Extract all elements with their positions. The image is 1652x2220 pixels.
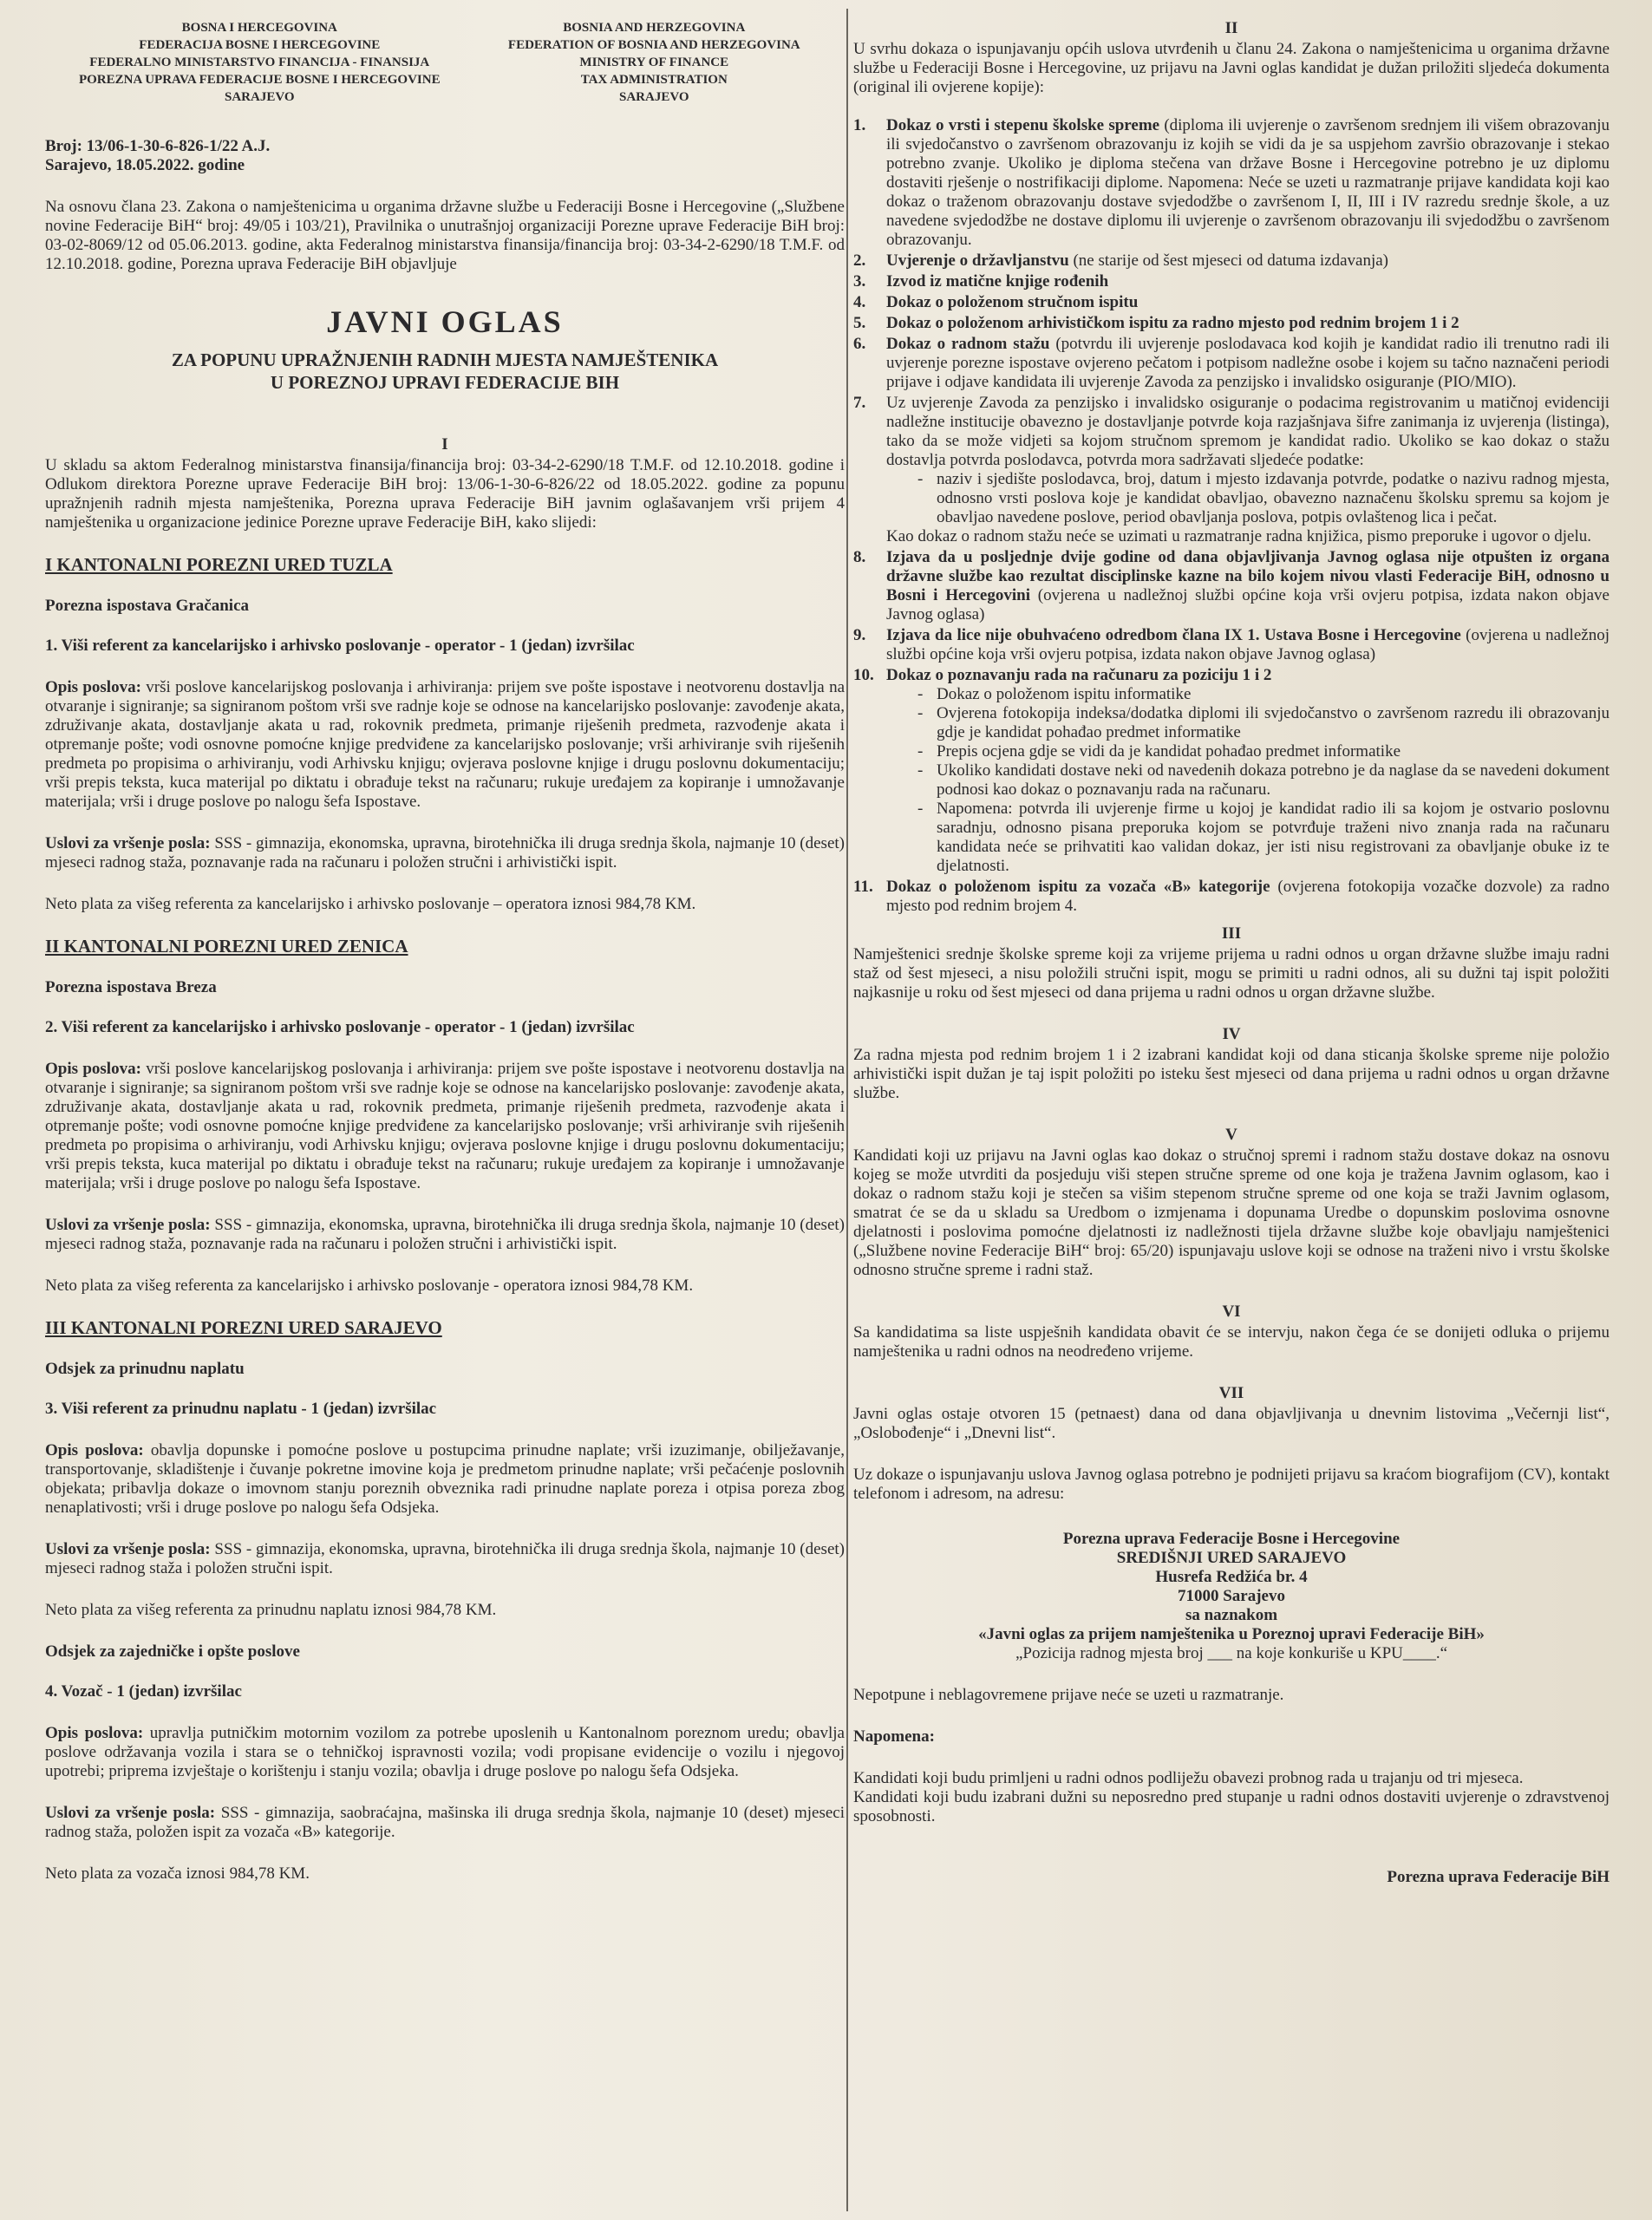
unit-heading: Odsjek za prinudnu naplatu: [45, 1360, 245, 1378]
list-item: 1. Dokaz o vrsti i stepenu školske spreme (diploma ili uvjerenje o završenom srednjem ili višem obrazovanju ili svjedočanstvo o završenom obrazovanju iz kojih se vidi da je sa uspjehom završio obrazovanje i stekao potrebno zvanje. Ukoliko je diploma stečena van države Bosne i Hercegovine potrebno je uz diplomu dostaviti rješenje o nostrifikaciji diplome. Napomena: Neće se uzeti u razmatranje prijave kandidata koji kao dokaz o traženom obrazovanju dostave svjedodžbe o završenom I, II, III i IV razredu srednje škole, a uz navedene svjedodžbe ne dostave diplomu ili uvjerenje o završenom obrazovanju ili svjedodžbu o završenom obrazovanju.: [853, 116, 1610, 249]
item-note: Kao dokaz o radnom stažu neće se uzimati u razmatranje radna knjižica, pismo preporuke i ugovor o djelu.: [886, 527, 1592, 545]
office-heading-zenica: II KANTONALNI POREZNI URED ZENICA: [45, 936, 408, 957]
section-5-text: Kandidati koji uz prijavu na Javni oglas kao dokaz o stručnoj spremi i radnom stažu dostave dokaz na osnovu kojeg se može utvrditi da posjeduju viši stepen stručne spreme od one koja je tražena Javnim oglasom, kao i dokaz o radnom stažu koji je stečen sa višim stepenom stručne spreme od one koja se traži Javnim oglasom, smatrat će se da u skladu sa Uredbom o izmjenama i dopunama Uredbe o dopunskim poslovima osnovne djelatnosti i poslovima pomoćne djelatnosti iz nadležnosti tijela državne službe koje obavljaju namještenici („Službene novine Federacije BiH“ broj: 65/20) ispunjavaju uslove koji se odnose na traženi nivo i vrstu školske odnosno stručne spreme i radni staž.: [853, 1146, 1610, 1279]
unit-heading: Porezna ispostava Gračanica: [45, 597, 250, 615]
letterhead: [45, 19, 834, 106]
sub-list-item: - Prepis ocjena gdje se vidi da je kandidat pohađao predmet informatike: [917, 742, 1610, 761]
publication-period: Javni oglas ostaje otvoren 15 (petnaest) dana od dana objavljivanja u dnevnim listovima „Večernji list“, „Oslobođenje“ i „Dnevni list“.: [853, 1405, 1610, 1442]
section-numeral: VII: [1218, 1384, 1244, 1402]
list-item: 8. Izjava da u posljednje dvije godine od dana objavljivanja Javnog oglasa nije otpušten iz organa državne službe kao rezultat disciplinske kazne na bilo kojem nivou vlasti Federacije BiH, odnosno u Bosni i Hercegovini (ovjerena u nadležnoj službi općine koja vrši ovjeru potpisa, izdata nakon objave Javnog oglasa): [853, 548, 1610, 624]
page-subtitle: ZA POPUNU UPRAŽNJENIH RADNIH MJESTA NAMJEŠTENIKA U POREZNOJ UPRAVI FEDERACIJE BIH: [171, 349, 719, 393]
section-numeral: III: [1221, 924, 1242, 943]
job-description: Opis poslova: vrši poslove kancelarijskog poslovanja i arhiviranja: prijem sve pošte ispostave i neotvorenu dostavlja na otvaranje i signiranje; sa signiranom poštom vrši sve radnje koje se odnose na kancelarijsko poslovanje: zavođenje akata, združivanje akata, dostavljanje akata u rad, rokovnik predmeta, primanje riješenih predmeta, razvođenje akata i otpremanje pošte; vodi osnovne pomoćne knjige predviđene za kancelarijsko poslovanje; vrši arhiviranje svih riješenih predmeta po propisima o arhiviranju, vodi Arhivsku knjigu; ovjerava poslovne knjige i drugu poslovnu dokumentaciju; vrši prepis teksta, kuca materijal po diktatu i obrađuje tekst na računaru; rukuje uređajem za kopiranje i umnožavanje materijala; vrši i druge poslove po nalogu šefa Ispostave.: [45, 678, 845, 811]
sub-list-item: - Ovjerena fotokopija indeksa/dodatka diplomi ili svjedočanstvo o završenom razredu ili obrazovanju gdje je kandidat pohađao predmet informatike: [917, 704, 1610, 742]
unit-heading: Porezna ispostava Breza: [45, 978, 217, 996]
list-item: 4. Dokaz o položenom stručnom ispitu: [853, 293, 1139, 311]
column-divider: [846, 9, 848, 2211]
application-instructions: Uz dokaze o ispunjavanju uslova Javnog oglasa potrebno je podnijeti prijavu sa kraćom biografijom (CV), kontakt telefonom i adresom, na adresu:: [853, 1466, 1610, 1503]
job-description: Opis poslova: obavlja dopunske i pomoćne poslove u postupcima prinudne naplate; vrši izuzimanje, obilježavanje, transportovanje, skladištenje i čuvanje pokretne imovine koja je predmetom prinudne naplate; vrši pečaćenje poslovnih objekata; pribavlja dokaze o imovnom stanju poreznih obveznika radi prinudne naplate poreza i otpisa poreza zbog nenaplativosti; vrši i druge poslove po nalogu šefa Odsjeka.: [45, 1441, 845, 1517]
list-item: 6. Dokaz o radnom stažu (potvrdu ili uvjerenje poslodavaca kod kojih je kandidat radio ili trenutno radi ili uvjerenje porezne ispostave ovjereno pečatom i potpisom nadležne osobe i kojem su tačno naznačeni periodi prijave i odjave kandidata ili uvjerenje Zavoda za penzijsko i invalidsko osiguranje (PIO/MIO).: [853, 335, 1610, 391]
section-numeral: II: [1224, 19, 1238, 37]
letterhead-local: BOSNA I HERCEGOVINA FEDERACIJA BOSNE I HERCEGOVINE FEDERALNO MINISTARSTVO FINANCIJA - FINANSIJA POREZNA UPRAVA FEDERACIJE BOSNE I HERCEGOVINE SARAJEVO: [78, 21, 441, 104]
reference-date: Sarajevo, 18.05.2022. godine: [45, 156, 245, 174]
net-salary: Neto plata za vozača iznosi 984,78 KM.: [45, 1864, 310, 1883]
section-numeral: I: [441, 435, 448, 454]
intro-paragraph: Na osnovu člana 23. Zakona o namještenicima u organima državne službe u Federaciji Bosne i Hercegovine („Službene novine Federacije BiH“ broj: 49/05 i 103/21), Pravilnika o unutrašnjoj organizaciji Porezne uprave Federacije BiH broj: 03-02-8069/12 od 05.06.2013. godine, akta Federalnog ministarstva finansija/financija broj: 03-34-2-6290/18 T.M.F. od 12.10.2018. godine, Porezna uprava Federacije BiH objavljuje: [45, 198, 845, 273]
sub-list-item: - naziv i sjedište poslodavca, broj, datum i mjesto izdavanja potvrde, podatke o nazivu radnog mjesta, odnosno vrsti poslova koje je kandidat obavljao, obavezno naznačenu školsku spremu sa kojom je obavljao navedene poslove, period obavljanja poslova, potpis ovlaštenog lica i pečat.: [917, 470, 1610, 527]
left-column: [45, 19, 845, 1906]
required-documents-list: [853, 116, 1610, 916]
net-salary: Neto plata za višeg referenta za kancelarijsko i arhivsko poslovanje – operatora iznosi 984,78 KM.: [45, 895, 696, 913]
position-heading: 1. Viši referent za kancelarijsko i arhivsko poslovanje - operator - 1 (jedan) izvršilac: [45, 637, 635, 655]
job-description: Opis poslova: vrši poslove kancelarijskog poslovanja i arhiviranja: prijem sve pošte ispostave i neotvorenu dostavlja na otvaranje i signiranje; sa signiranom poštom vrši sve radnje koje se odnose na kancelarijsko poslovanje: zavođenje akata, združivanje akata, dostavljanje akata u rad, rokovnik predmeta, primanje riješenih predmeta, razvođenje akata i otpremanje pošte; vodi osnovne pomoćne knjige predviđene za kancelarijsko poslovanje; vrši arhiviranje svih riješenih predmeta po propisima o arhiviranju, vodi Arhivsku knjigu; ovjerava poslovne knjige i drugu poslovnu dokumentaciju; vrši prepis teksta, kuca materijal po diktatu i obrađuje tekst na računaru; rukuje uređajem za kopiranje i umnožavanje materijala; vrši i druge poslove po nalogu šefa Ispostave.: [45, 1060, 845, 1192]
list-item: 9. Izjava da lice nije obuhvaćeno odredbom člana IX 1. Ustava Bosne i Hercegovine (ovjerena u nadležnoj službi općine koja vrši ovjeru potpisa, izdata nakon objave Javnog oglasa): [853, 626, 1610, 663]
sub-list-item: - Napomena: potvrda ili uvjerenje firme u kojoj je kandidat radio ili sa kojom je ostvario poslovnu saradnju, odnosno pisana preporuka kojom se potvrđuje traženi nivo znanja rada na računaru kandidata neće se prihvatiti kao validan dokaz, jer isti nisu registrovani za obavljanje obuke iz te djelatnosti.: [917, 800, 1610, 876]
section-6-text: Sa kandidatima sa liste uspješnih kandidata obavit će se intervju, nakon čega će se donijeti odluka o prijemu namještenika u radni odnos na neodređeno vrijeme.: [853, 1323, 1610, 1361]
note-label: Napomena:: [853, 1727, 935, 1746]
reference-number: Broj: 13/06-1-30-6-826-1/22 A.J.: [45, 137, 271, 155]
list-item: 3. Izvod iz matične knjige rođenih: [853, 272, 1109, 291]
office-heading-sarajevo: III KANTONALNI POREZNI URED SARAJEVO: [45, 1317, 442, 1338]
section-1-text: U skladu sa aktom Federalnog ministarstva finansija/financija broj: 03-34-2-6290/18 T.M.F. od 12.10.2018. godine i Odlukom direktora Porezne uprave Federacije BiH broj: 13/06-1-30-6-826/22 od 18.05.2022. godine za popunu upražnjenih radnih mjesta namještenika, Porezna uprava Federacije BiH javnim oglašavanjem vrši prijem 4 namještenika u organizacione jedinice Porezne uprave Federacije BiH, kako slijedi:: [45, 456, 845, 532]
list-item: 7. Uz uvjerenje Zavoda za penzijsko i invalidsko osiguranje o podacima registrovanim u matičnoj evidenciji nadležne institucije obavezno je dostavljanje potvrde koja razjašnjava šifre zanimanja iz uvjerenja (listinga), tako da se može vidjeti sa kojom stručnom spremom je kandidat radio. Ukoliko se kao dokaz o stažu dostavlja potvrda poslodavca, potvrda mora sadržavati sljedeće podatke: - naziv i sjedište poslodavca, broj, datum i mjesto izdavanja potvrde, podatke o nazivu radnog mjesta, odnosno vrsti poslova koje je kandidat obavljao, obavezno naznačenu školsku spremu sa kojom je obavljao navedene poslove, period obavljanja poslova, potpis ovlaštenog lica i pečat. Kao dokaz o radnom stažu neće se uzimati u razmatranje radna knjižica, pismo preporuke i ugovor o djelu.: [853, 394, 1610, 546]
section-numeral: IV: [1222, 1025, 1241, 1043]
sub-list-item: - Dokaz o položenom ispitu informatike: [917, 685, 1610, 704]
section-numeral: VI: [1222, 1303, 1241, 1321]
job-requirements: Uslovi za vršenje posla: SSS - gimnazija, ekonomska, upravna, birotehnička ili druga srednja škola, najmanje 10 (deset) mjeseci radnog staža i položen stručni ispit.: [45, 1540, 845, 1577]
position-heading: 4. Vozač - 1 (jedan) izvršilac: [45, 1682, 242, 1701]
job-requirements: Uslovi za vršenje posla: SSS - gimnazija, saobraćajna, mašinska ili druga srednja škola, najmanje 10 (deset) mjeseci radnog staža, položen ispit za vozača «B» kategorije.: [45, 1804, 846, 1841]
mailing-address: Porezna uprava Federacije Bosne i Hercegovine SREDIŠNJI URED SARAJEVO Husrefa Redžića br. 4 71000 Sarajevo sa naznakom «Javni oglas za prijem namještenika u Poreznoj upravi Federacije BiH» „Pozicija radnog mjesta broj ___ na koje konkuriše u KPU____.“: [978, 1530, 1485, 1662]
letterhead-english: BOSNIA AND HERZEGOVINA FEDERATION OF BOSNIA AND HERZEGOVINA MINISTRY OF FINANCE TAX ADMINISTRATION SARAJEVO: [507, 21, 800, 104]
job-requirements: Uslovi za vršenje posla: SSS - gimnazija, ekonomska, upravna, birotehnička ili druga srednja škola, najmanje 10 (deset) mjeseci radnog staža, poznavanje rada na računaru i položen stručni i arhivistički ispit.: [45, 834, 845, 872]
list-item: 10. Dokaz o poznavanju rada na računaru za poziciju 1 i 2 - Dokaz o položenom ispitu informatike - Ovjerena fotokopija indeksa/dodatka diplomi ili svjedočanstvo o završenom razredu ili obrazovanju gdje je kandidat pohađao predmet informatike - Prepis ocjena gdje se vidi da je kandidat pohađao predmet informatike - Ukoliko kandidati dostave neki od navedenih dokaza potrebno je da naglase da se navedeni dokument podnosi kao dokaz o poznavanju rada na računaru. - Napomena: potvrda ili uvjerenje firme u kojoj je kandidat radio ili sa kojom je ostvario poslovnu saradnju, odnosno pisana preporuka kojom se potvrđuje traženi nivo znanja rada na računaru kandidata neće se prihvatiti kao validan dokaz, jer isti nisu registrovani za obavljanje obuke iz te djelatnosti.: [853, 666, 1610, 876]
position-heading: 2. Viši referent za kancelarijsko i arhivsko poslovanje - operator - 1 (jedan) izvršilac: [45, 1018, 635, 1036]
list-item: 5. Dokaz o položenom arhivističkom ispitu za radno mjesto pod rednim brojem 1 i 2: [853, 314, 1459, 332]
sub-list: [886, 470, 1610, 527]
note-probation: Kandidati koji budu primljeni u radni odnos podliježu obavezi probnog rada u trajanju od tri mjeseca.: [853, 1769, 1524, 1787]
list-item: 11. Dokaz o položenom ispitu za vozača «B» kategorije (ovjerena fotokopija vozačke dozvole) za radno mjesto pod rednim brojem 4.: [853, 878, 1610, 915]
signature: Porezna uprava Federacije BiH: [1387, 1868, 1610, 1886]
page-title: JAVNI OGLAS: [326, 304, 564, 339]
net-salary: Neto plata za višeg referenta za prinudnu naplatu iznosi 984,78 KM.: [45, 1601, 497, 1619]
section-4-text: Za radna mjesta pod rednim brojem 1 i 2 izabrani kandidat koji od dana sticanja školske spreme nije položio arhivistički ispit dužan je taj ispit položiti po isteku šest mjeseci od dana prijema u radni odnos u organ državne službe.: [853, 1046, 1610, 1102]
note-health: Kandidati koji budu izabrani dužni su neposredno pred stupanje u radni odnos dostaviti uvjerenje o zdravstvenoj sposobnosti.: [853, 1788, 1610, 1825]
section-numeral: V: [1225, 1126, 1237, 1144]
incomplete-notice: Nepotpune i neblagovremene prijave neće se uzeti u razmatranje.: [853, 1686, 1284, 1704]
sub-list: [886, 685, 1610, 876]
unit-heading: Odsjek za zajedničke i opšte poslove: [45, 1642, 300, 1661]
net-salary: Neto plata za višeg referenta za kancelarijsko i arhivsko poslovanje - operatora iznosi 984,78 KM.: [45, 1276, 694, 1295]
job-requirements: Uslovi za vršenje posla: SSS - gimnazija, ekonomska, upravna, birotehnička ili druga srednja škola, najmanje 10 (deset) mjeseci radnog staža, poznavanje rada na računaru i položen stručni i arhivistički ispit.: [45, 1216, 845, 1253]
job-description: Opis poslova: upravlja putničkim motornim vozilom za potrebe uposlenih u Kantonalnom poreznom uredu; obavlja poslove održavanja vozila i stara se o tehničkoj ispravnosti vozila; vodi propisane evidencije o vozilu i njegovoj upotrebi; priprema izvještaje o korištenju i stanju vozila; obavlja i druge poslove po nalogu šefa Odsjeka.: [45, 1724, 845, 1780]
list-item: 2. Uvjerenje o državljanstvu (ne starije od šest mjeseci od datuma izdavanja): [853, 251, 1388, 270]
position-heading: 3. Viši referent za prinudnu naplatu - 1 (jedan) izvršilac: [45, 1400, 437, 1418]
office-heading-tuzla: I KANTONALNI POREZNI URED TUZLA: [45, 554, 393, 575]
section-2-intro: U svrhu dokaza o ispunjavanju općih uslova utvrđenih u članu 24. Zakona o namještenicima u organima državne službe u Federaciji Bosne i Hercegovine, uz prijavu na Javni oglas kandidat je dužan priložiti sljedeća dokumenta (original ili ovjerene kopije):: [853, 40, 1610, 96]
section-3-text: Namještenici srednje školske spreme koji za vrijeme prijema u radni odnos u organ državne službe imaju radni staž od šest mjeseci, a nisu položili stručni ispit, mogu se primiti u radni odnos, ali su dužni taj ispit položiti najkasnije u roku od šest mjeseci od dana prijema u radni odnos u organ državne službe.: [853, 945, 1610, 1002]
sub-list-item: - Ukoliko kandidati dostave neki od navedenih dokaza potrebno je da naglase da se navedeni dokument podnosi kao dokaz o poznavanju rada na računaru.: [917, 761, 1610, 800]
right-column: [853, 19, 1610, 1887]
